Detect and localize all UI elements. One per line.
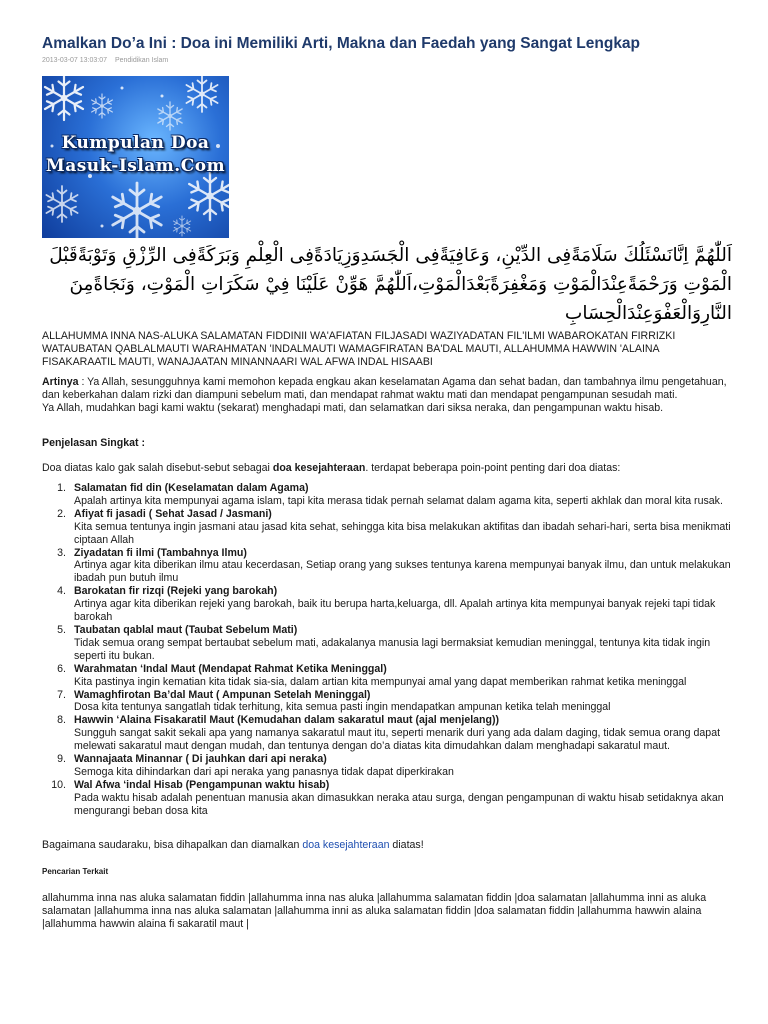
intro-text: Doa diatas kalo gak salah disebut-sebut sebagai	[42, 462, 273, 474]
list-item	[42, 714, 732, 753]
list-number: 9.	[57, 753, 66, 766]
intro-bold: doa kesejahteraan	[272, 462, 366, 474]
points-list	[42, 482, 732, 818]
hero-title-line1: Kumpulan Doa	[61, 133, 210, 153]
list-item-title: Hawwin ‘Alaina Fisakaratil Maut (Kemudahan dalam sakaratul maut (ajal menjelang))	[74, 714, 500, 727]
list-item-title: Wamaghfirotan Ba’dal Maut ( Ampunan Setelah Meninggal)	[74, 688, 371, 701]
translation-text: : Ya Allah, sesungguhnya kami memohon kepada engkau akan keselamatan Agama dan sehat badan, dan tambahnya ilmu pengetahuan, dan keberkahan dalam rizki dan diampuni sebelum mati, dan mendapat rahmat waktu mati dan mendapat pengampunan sesudah mati.	[42, 376, 727, 401]
hero-image	[42, 76, 229, 238]
article-page	[42, 34, 732, 930]
list-number: 10.	[51, 778, 66, 791]
list-item-title: Taubatan qablal maut (Taubat Sebelum Mati)	[74, 623, 298, 636]
list-number: 2.	[57, 507, 66, 520]
list-item-desc: Sungguh sangat sakit sekali apa yang namanya sakaratul maut itu, seperti menarik duri yang ada dalam daging, tidak semua orang dapat melewati sakaratul maut dengan mudah, dan tentunya dengan do’a diatas kita dimudahkan dalam menghadapi sakaratul maut.	[74, 727, 721, 753]
list-item	[42, 585, 732, 624]
list-item-desc: Tidak semua orang sempat bertaubat sebelum mati, adakalanya manusia lagi bermaksiat kemudian meninggal, tentunya kita tidak ingin seperti itu bukan.	[74, 636, 711, 662]
translation-block	[42, 376, 732, 415]
list-number: 5.	[57, 623, 66, 636]
arabic-prayer: اَللّٰهُمَّ اِنَّانَسْئَلُكَ سَلَامَةًفِى الدِّيْنِ، وَعَافِيَةًفِى الْجَسَدِوَزِيَادَةًفِى الْعِلْمِ وَبَرَكَةًفِى الرِّزْقِ وَتَوْبَةًقَبْلَ الْمَوْتِ وَرَحْمَةًعِنْدَالْمَوْتِ وَمَغْفِرَةًبَعْدَالْمَوْتِ،اَللّٰهُمَّ هَوِّنْ عَلَيْنَا فِيْ سَكَرَاتِ الْمَوْتِ، وَنَجَاةًمِنَ النَّارِوَالْعَفْوَعِنْدَالْحِسَابِ	[49, 245, 732, 324]
list-number: 1.	[57, 482, 66, 494]
list-item	[42, 689, 732, 715]
list-number: 4.	[57, 585, 66, 598]
list-item-desc: Semoga kita dihindarkan dari api neraka yang panasnya tidak dapat diperkirakan	[74, 765, 454, 778]
list-item-title: Afiyat fi jasadi ( Sehat Jasad / Jasmani)	[74, 507, 272, 520]
article-date: 2013-03-07 13:03:07	[42, 57, 107, 64]
article-category[interactable]: Pendidikan Islam	[114, 57, 169, 64]
list-item-desc: Pada waktu hisab adalah penentuan manusia akan dimasukkan neraka atau surga, dengan pengampunan di waktu hisab setidaknya akan mengurangi beban dosa kita	[74, 791, 724, 817]
list-item	[42, 547, 732, 586]
list-item-title: Salamatan fid din (Keselamatan dalam Agama)	[74, 482, 309, 494]
list-number: 3.	[57, 546, 66, 559]
list-item-title: Ziyadatan fi ilmi (Tambahnya Ilmu)	[74, 546, 247, 559]
translation-label: Artinya	[42, 376, 79, 388]
intro-text-end: . terdapat beberapa poin-point penting dari doa diatas:	[365, 462, 621, 474]
doa-kesejahteraan-link[interactable]: doa kesejahteraan	[302, 839, 390, 851]
list-item	[42, 624, 732, 663]
closing-text-end: diatas!	[389, 839, 424, 851]
translation-text-2: Ya Allah, mudahkan bagi kami waktu (sekarat) menghadapi mati, dan selamatkan dari siksa neraka, dan pengampunan waktu hisab.	[42, 402, 664, 414]
closing-paragraph	[42, 839, 732, 852]
list-item-title: Wal Afwa ‘indal Hisab (Pengampunan waktu hisab)	[74, 778, 330, 791]
list-item-title: Wannajaata Minannar ( Di jauhkan dari api neraka)	[74, 753, 327, 766]
list-item-title: Warahmatan ‘Indal Maut (Mendapat Rahmat Ketika Meninggal)	[74, 662, 387, 675]
list-item-title: Barokatan fir rizqi (Rejeki yang barokah)	[74, 585, 278, 598]
list-item	[42, 779, 732, 818]
list-item-desc: Artinya agar kita diberikan rejeki yang barokah, baik itu berupa harta,keluarga, dll. Apalah artinya kita mempunyai banyak rejeki tapi tidak barokah	[74, 598, 716, 624]
list-number: 6.	[57, 662, 66, 675]
list-item-desc: Kita pastinya ingin kematian kita tidak sia-sia, dalam artian kita mempunyai amal yang dapat memberikan rahmat ketika meninggal	[74, 675, 687, 688]
related-searches: allahumma inna nas aluka salamatan fiddin |allahumma inna nas aluka |allahumma salamatan fiddin |doa salamatan |allahumma inni as aluka salamatan |allahumma inna nas aluka salamatan |allahumma inni as aluka salamatan fiddin |doa salamatan fiddin |allahumma hawwin alaina |allahumma hawwin alaina fi sakaratil maut |	[42, 892, 707, 930]
list-item	[42, 753, 732, 779]
article-title[interactable]: Amalkan Do’a Ini : Doa ini Memiliki Arti, Makna dan Faedah yang Sangat Lengkap	[42, 35, 641, 52]
list-item-desc: Artinya agar kita diberikan ilmu atau kecerdasan, Setiap orang yang sukses tentunya karena mempunyai banyak ilmu, dan untuk melakukan ibadah pun butuh ilmu	[74, 559, 731, 585]
related-searches-heading: Pencarian Terkait	[42, 867, 109, 876]
transliteration: ALLAHUMMA INNA NAS-ALUKA SALAMATAN FIDDINII WA'AFIATAN FILJASADI WAZIYADATAN FIL'ILMI WABAROKATAN FIRRIZKI WATAUBATAN QABLALMAUTI WARAHMATAN 'INDALMAUTI WAMAGFIRATAN BA'DAL MAUTI, ALLAHUMMA HAWWIN 'ALAINA FISAKARAATIL MAUTI, WANAJAATAN MINANNAARI WAL AFWA INDAL HISAABI	[42, 330, 676, 368]
list-item-desc: Kita semua tentunya ingin jasmani atau jasad kita sehat, sehingga kita bisa melakukan aktifitas dan ibadah sehari-hari, serta bisa menikmati ciptaan Allah	[74, 520, 731, 546]
list-item-desc: Dosa kita tentunya sangatlah tidak terhitung, kita semua pasti ingin mendapatkan ampunan ketika telah meninggal	[74, 701, 611, 714]
list-item-desc: Apalah artinya kita mempunyai agama islam, tapi kita merasa tidak pernah selamat dalam agama kita, seperti akhlak dan moral kita rusak.	[74, 494, 723, 507]
closing-text: Bagaimana saudaraku, bisa dihapalkan dan diamalkan	[42, 839, 303, 851]
list-number: 7.	[57, 688, 66, 701]
explanation-intro	[42, 462, 732, 475]
list-number: 8.	[57, 714, 66, 727]
list-item	[42, 663, 732, 689]
explanation-heading: Penjelasan Singkat :	[42, 437, 146, 449]
hero-title-line2: Masuk-Islam.Com	[45, 156, 226, 176]
list-item	[42, 508, 732, 547]
list-item	[42, 482, 732, 508]
article-meta	[42, 55, 732, 67]
